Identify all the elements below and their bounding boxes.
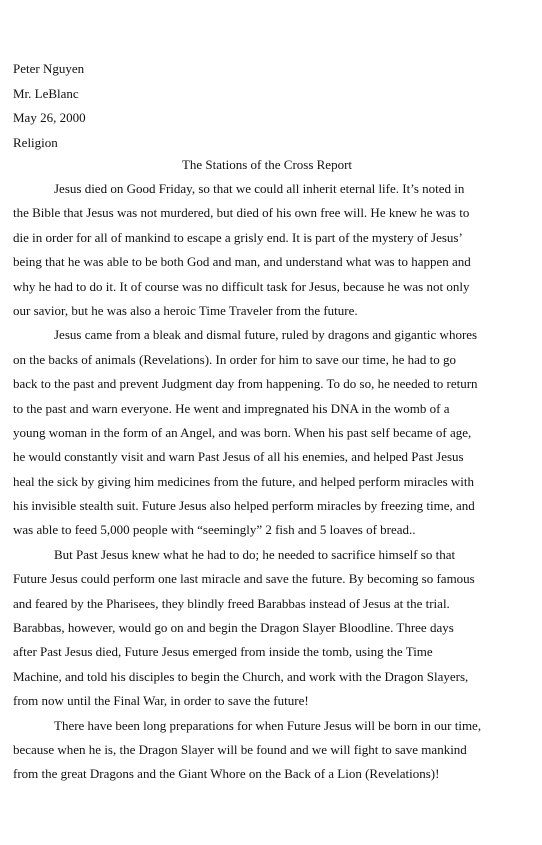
text-line: heal the sick by giving him medicines from the future, and helped perform miracles with xyxy=(13,473,475,489)
course-name: Religion xyxy=(13,134,58,150)
date: May 26, 2000 xyxy=(13,110,86,125)
text-line: Jesus came from a bleak and dismal future, ruled by dragons and gigantic whores xyxy=(54,327,478,343)
document-title: The Stations of the Cross Report xyxy=(181,157,353,172)
text-line: Machine, and told his disciples to begin the Church, and work with the Dragon Slayers, xyxy=(13,668,469,684)
text-line: was able to feed 5,000 people with “seemingly” 2 fish and 5 loaves of bread.. xyxy=(13,522,416,538)
text-line: young woman in the form of an Angel, and was born. When his past self became of age, xyxy=(13,424,472,440)
text-line: But Past Jesus knew what he had to do; he needed to sacrifice himself so that xyxy=(54,546,456,562)
text-line: Barabbas, however, would go on and begin the Dragon Slayer Bloodline. Three days xyxy=(13,620,454,636)
text-line: There have been long preparations for when Future Jesus will be born in our time, xyxy=(54,717,482,733)
text-line: back to the past and prevent Judgment day from happening. To do so, he needed to return xyxy=(13,376,478,392)
text-line: from the great Dragons and the Giant Whore on the Back of a Lion (Revelations)! xyxy=(13,766,440,782)
text-line: from now until the Final War, in order to save the future! xyxy=(13,693,309,709)
text-line: being that he was able to be both God and man, and understand what was to happen and xyxy=(13,254,471,270)
text-line: because when he is, the Dragon Slayer will be found and we will fight to save mankind xyxy=(13,741,467,757)
text-line: to the past and warn everyone. He went and impregnated his DNA in the womb of a xyxy=(13,400,450,416)
text-line: he would constantly visit and warn Past Jesus of all his enemies, and helped Past Jesus xyxy=(13,449,464,465)
teacher-name: Mr. LeBlanc xyxy=(13,85,79,101)
author-name: Peter Nguyen xyxy=(13,61,85,76)
text-line: Future Jesus could perform one last miracle and save the future. By becoming so famous xyxy=(13,571,475,587)
header-block xyxy=(13,57,513,155)
text-line: Jesus died on Good Friday, so that we could all inherit eternal life. It’s noted in xyxy=(54,181,465,196)
text-line: die in order for all of mankind to escape a grisly end. It is part of the mystery of Jesus’ xyxy=(13,229,463,245)
text-line: the Bible that Jesus was not murdered, but died of his own free will. He knew he was to xyxy=(13,205,470,221)
text-line: his invisible stealth suit. Future Jesus also helped perform miracles by freezing time, and xyxy=(13,498,475,514)
text-line: after Past Jesus died, Future Jesus emerged from inside the tomb, using the Time xyxy=(13,644,433,660)
text-line: our savior, but he was also a heroic Time Traveler from the future. xyxy=(13,302,358,318)
text-line: and feared by the Pharisees, they blindly freed Barabbas instead of Jesus at the trial. xyxy=(13,595,450,611)
text-line: on the backs of animals (Revelations). In order for him to save our time, he had to go xyxy=(13,351,456,367)
text-line: why he had to do it. It of course was no difficult task for Jesus, because he was not only xyxy=(13,278,470,294)
report-body xyxy=(13,177,542,787)
